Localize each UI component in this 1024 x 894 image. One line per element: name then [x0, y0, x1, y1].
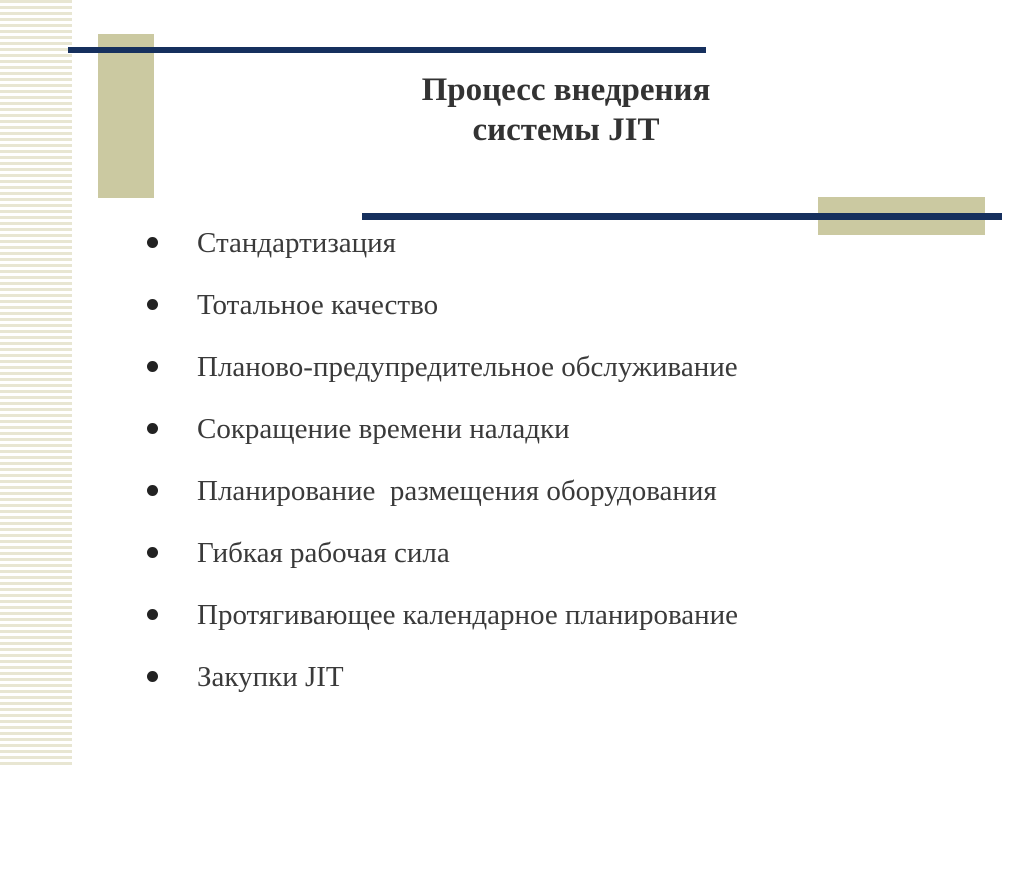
bullet-dot-icon: [147, 547, 158, 558]
bullet-dot-icon: [147, 485, 158, 496]
bullet-text: Планирование размещения оборудования: [197, 475, 717, 507]
bullet-dot-icon: [147, 299, 158, 310]
top-divider-rule: [68, 47, 706, 53]
bullet-item: [140, 460, 980, 522]
bullet-text: Планово-предупредительное обслуживание: [197, 351, 738, 383]
bullet-item: [140, 522, 980, 584]
bullet-text: Протягивающее календарное планирование: [197, 599, 739, 631]
bullet-text: Сокращение времени наладки: [197, 413, 570, 445]
slide-title-line-2: системы JIT: [472, 112, 660, 148]
bullet-text: Стандартизация: [197, 227, 397, 259]
bullet-item: [140, 274, 980, 336]
bullet-item: [140, 398, 980, 460]
bullet-dot-icon: [147, 671, 158, 682]
bullet-dot-icon: [147, 237, 158, 248]
bullet-list: [140, 212, 980, 708]
bullet-item: [140, 212, 980, 274]
bullet-text: Гибкая рабочая сила: [197, 537, 450, 569]
bullet-dot-icon: [147, 423, 158, 434]
bullet-item: [140, 584, 980, 646]
bullet-dot-icon: [147, 609, 158, 620]
bullet-item: [140, 646, 980, 708]
slide-title: [360, 70, 772, 150]
decorative-stripe-panel: [0, 0, 72, 767]
slide-title-line-1: Процесс внедрения: [421, 72, 711, 108]
bullet-item: [140, 336, 980, 398]
accent-block-left: [98, 34, 154, 198]
bullet-text: Тотальное качество: [197, 289, 439, 321]
bullet-text: Закупки JIT: [197, 661, 344, 693]
bullet-dot-icon: [147, 361, 158, 372]
